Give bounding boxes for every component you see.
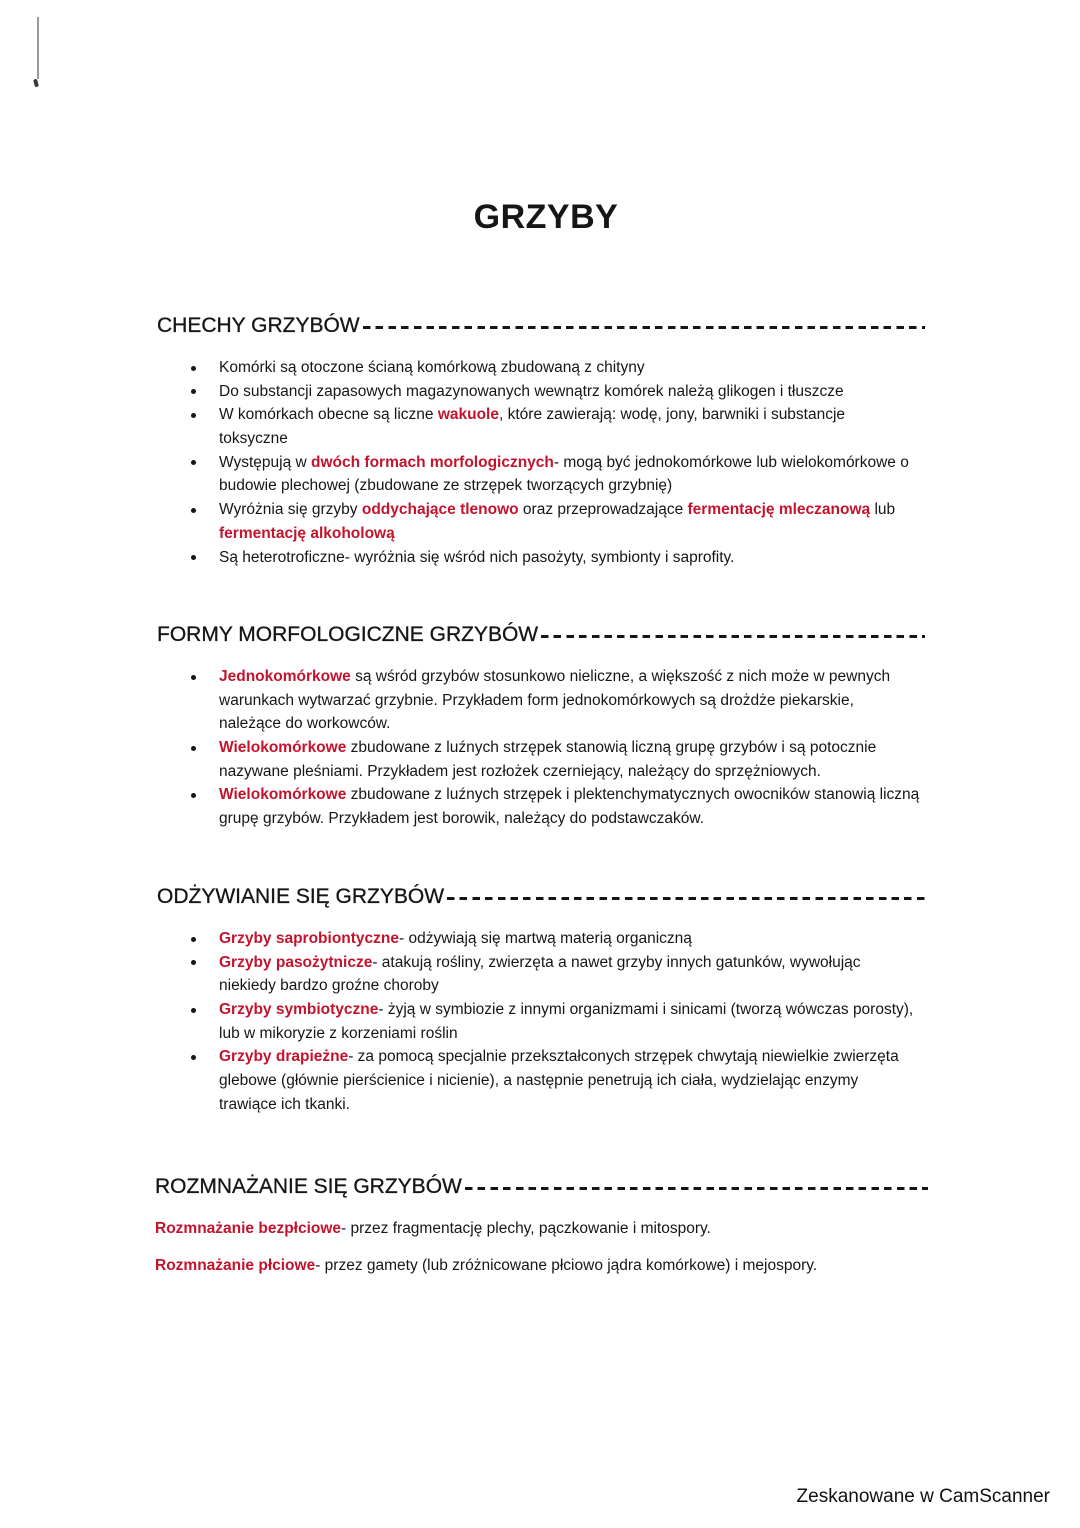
text-line: [219, 736, 1017, 760]
text-line: [219, 498, 1017, 522]
text-line: [219, 380, 1017, 404]
text-line: [219, 974, 1017, 998]
text-line: [219, 1022, 1017, 1046]
pen-mark: [37, 17, 39, 79]
text-run: Wyróżnia się grzyby: [219, 501, 362, 519]
text-run: lub: [870, 501, 896, 519]
bullet-dot: [191, 1008, 196, 1013]
key-term: wakuole: [437, 406, 499, 424]
text-line: [219, 427, 1017, 451]
text-line: [219, 356, 1017, 380]
text-run: , które zawierają: wodę, jony, barwniki i substancje: [499, 406, 846, 424]
text-run: - przez gamety (lub zróżnicowane płciowo jądra komórkowe) i mejospory.: [315, 1257, 818, 1275]
text-line: [219, 546, 1017, 570]
text-run: toksyczne: [219, 430, 288, 448]
text-run: Do substancji zapasowych magazynowanych wewnątrz komórek należą glikogen i tłuszcze: [219, 382, 844, 400]
section-heading-text: FORMY MORFOLOGICZNE GRZYBÓW: [157, 623, 539, 646]
section-heading: [157, 313, 925, 339]
page-title: GRZYBY: [473, 198, 619, 236]
paragraph-group: [155, 1217, 1015, 1278]
section-nutrition: [157, 884, 1017, 1117]
text-run: - odżywiają się martwą materią organiczną: [399, 930, 692, 947]
text-run: oraz przeprowadzające: [518, 501, 688, 519]
text-run: Występują w: [219, 453, 312, 471]
bullet-item: [157, 736, 1017, 783]
text-line: [219, 451, 1017, 475]
bullet-dot: [191, 555, 196, 560]
bullet-item: [157, 451, 1017, 498]
text-line: [219, 783, 1017, 807]
section-heading-text: ODŻYWIANIE SIĘ GRZYBÓW: [157, 885, 445, 908]
text-run: - za pomocą specjalnie przekształconych strzępek chwytają niewielkie zwierzęta: [348, 1048, 899, 1066]
text-run: - atakują rośliny, zwierzęta a nawet grzyby innych gatunków, wywołując: [372, 953, 861, 971]
bullet-list: [157, 356, 1017, 569]
text-line: [219, 1045, 1017, 1069]
key-term: Rozmnażanie bezpłciowe: [155, 1220, 342, 1237]
bullet-item: [157, 1045, 1017, 1116]
bullet-dot: [191, 413, 196, 418]
bullet-dot: [191, 366, 196, 371]
bullet-dot: [191, 1055, 196, 1060]
dashed-rule: [363, 326, 925, 329]
bullet-dot: [191, 746, 196, 751]
text-run: zbudowane z luźnych strzępek i plektenchymatycznych owocników stanowią liczną: [346, 786, 920, 804]
bullet-list: [157, 927, 1017, 1117]
key-term: Wielokomórkowe: [219, 786, 347, 804]
key-term: dwóch formach morfologicznych: [311, 453, 554, 471]
key-term: Grzyby symbiotyczne: [219, 1001, 379, 1019]
text-line: [219, 712, 1017, 736]
bullet-dot: [191, 508, 196, 513]
text-run: glebowe (głównie pierścienice i nicienie), a następnie penetrują ich ciała, wydzielając enzymy: [219, 1072, 859, 1090]
bullet-dot: [191, 460, 196, 465]
text-run: niekiedy bardzo groźne choroby: [219, 977, 439, 995]
text-line: [219, 689, 1017, 713]
text-run: warunkach wytwarzać grzybnie. Przykładem form jednokomórkowych są drożdże piekarskie,: [219, 691, 854, 709]
section-heading-text: ROZMNAŻANIE SIĘ GRZYBÓW: [155, 1175, 462, 1198]
text-line: [219, 998, 1017, 1022]
section-heading: [157, 622, 925, 648]
dashed-rule: [447, 897, 925, 900]
text-line: [219, 522, 1017, 546]
text-line: [219, 927, 1017, 951]
bullet-item: [157, 783, 1017, 830]
bullet-item: [157, 356, 1017, 380]
text-run: - mogą być jednokomórkowe lub wielokomórkowe o: [553, 453, 909, 471]
text-line: [219, 403, 1017, 427]
section-morphological-forms: [157, 622, 1017, 831]
text-run: trawiące ich tkanki.: [219, 1095, 350, 1113]
key-term: Wielokomórkowe: [219, 739, 347, 757]
key-term: fermentację mleczanową: [687, 501, 871, 519]
paragraph: [155, 1254, 1015, 1278]
bullet-item: [157, 380, 1017, 404]
text-line: [219, 1069, 1017, 1093]
section-heading: [157, 884, 925, 910]
bullet-dot: [191, 937, 196, 942]
text-run: - żyją w symbiozie z innymi organizmami i sinicami (tworzą wówczas porosty),: [378, 1001, 914, 1019]
text-run: budowie plechowej (zbudowane ze strzępek tworzących grzybnię): [219, 477, 673, 495]
text-run: grupę grzybów. Przykładem jest borowik, należący do podstawczaków.: [219, 810, 705, 828]
text-run: - przez fragmentację plechy, pączkowanie i mitospory.: [341, 1220, 711, 1237]
bullet-dot: [191, 389, 196, 394]
key-term: Jednokomórkowe: [219, 668, 351, 685]
section-features: [157, 313, 1017, 569]
text-run: należące do workowców.: [219, 715, 391, 733]
text-run: zbudowane z luźnych strzępek stanowią liczną grupę grzybów i są potocznie: [346, 739, 877, 757]
bullet-dot: [191, 675, 196, 680]
text-run: Są heterotroficzne- wyróżnia się wśród nich pasożyty, symbionty i saprofity.: [219, 548, 735, 566]
bullet-item: [157, 665, 1017, 736]
pen-mark-dot: [33, 79, 39, 88]
bullet-item: [157, 546, 1017, 570]
dashed-rule: [541, 635, 925, 638]
bullet-item: [157, 403, 1017, 450]
text-line: [219, 1093, 1017, 1117]
bullet-list: [157, 665, 1017, 831]
section-heading: [155, 1174, 928, 1200]
text-run: lub w mikoryzie z korzeniami roślin: [219, 1024, 458, 1042]
dashed-rule: [465, 1187, 928, 1190]
bullet-dot: [191, 960, 196, 965]
text-run: nazywane pleśniami. Przykładem jest rozłożek czerniejący, należący do sprzężniowych.: [219, 762, 821, 780]
bullet-item: [157, 498, 1017, 545]
section-reproduction: [155, 1174, 1015, 1278]
key-term: oddychające tlenowo: [361, 501, 519, 519]
paragraph: [155, 1217, 1015, 1241]
text-line: [219, 474, 1017, 498]
text-line: [219, 665, 1017, 689]
key-term: Grzyby pasożytnicze: [219, 953, 373, 971]
text-line: [219, 760, 1017, 784]
bullet-item: [157, 927, 1017, 951]
bullet-item: [157, 998, 1017, 1045]
bullet-dot: [191, 793, 196, 798]
key-term: Grzyby drapieżne: [219, 1048, 349, 1066]
text-line: [219, 807, 1017, 831]
text-run: W komórkach obecne są liczne: [219, 406, 438, 424]
key-term: Rozmnażanie płciowe: [155, 1257, 316, 1275]
text-run: Komórki są otoczone ścianą komórkową zbudowaną z chityny: [219, 359, 645, 376]
text-line: [219, 951, 1017, 975]
key-term: Grzyby saprobiontyczne: [219, 930, 400, 947]
section-heading-text: CHECHY GRZYBÓW: [157, 314, 360, 337]
key-term: fermentację alkoholową: [219, 524, 395, 542]
text-run: są wśród grzybów stosunkowo nieliczne, a większość z nich może w pewnych: [350, 668, 891, 685]
scanner-watermark: Zeskanowane w CamScanner: [796, 1486, 1050, 1507]
bullet-item: [157, 951, 1017, 998]
